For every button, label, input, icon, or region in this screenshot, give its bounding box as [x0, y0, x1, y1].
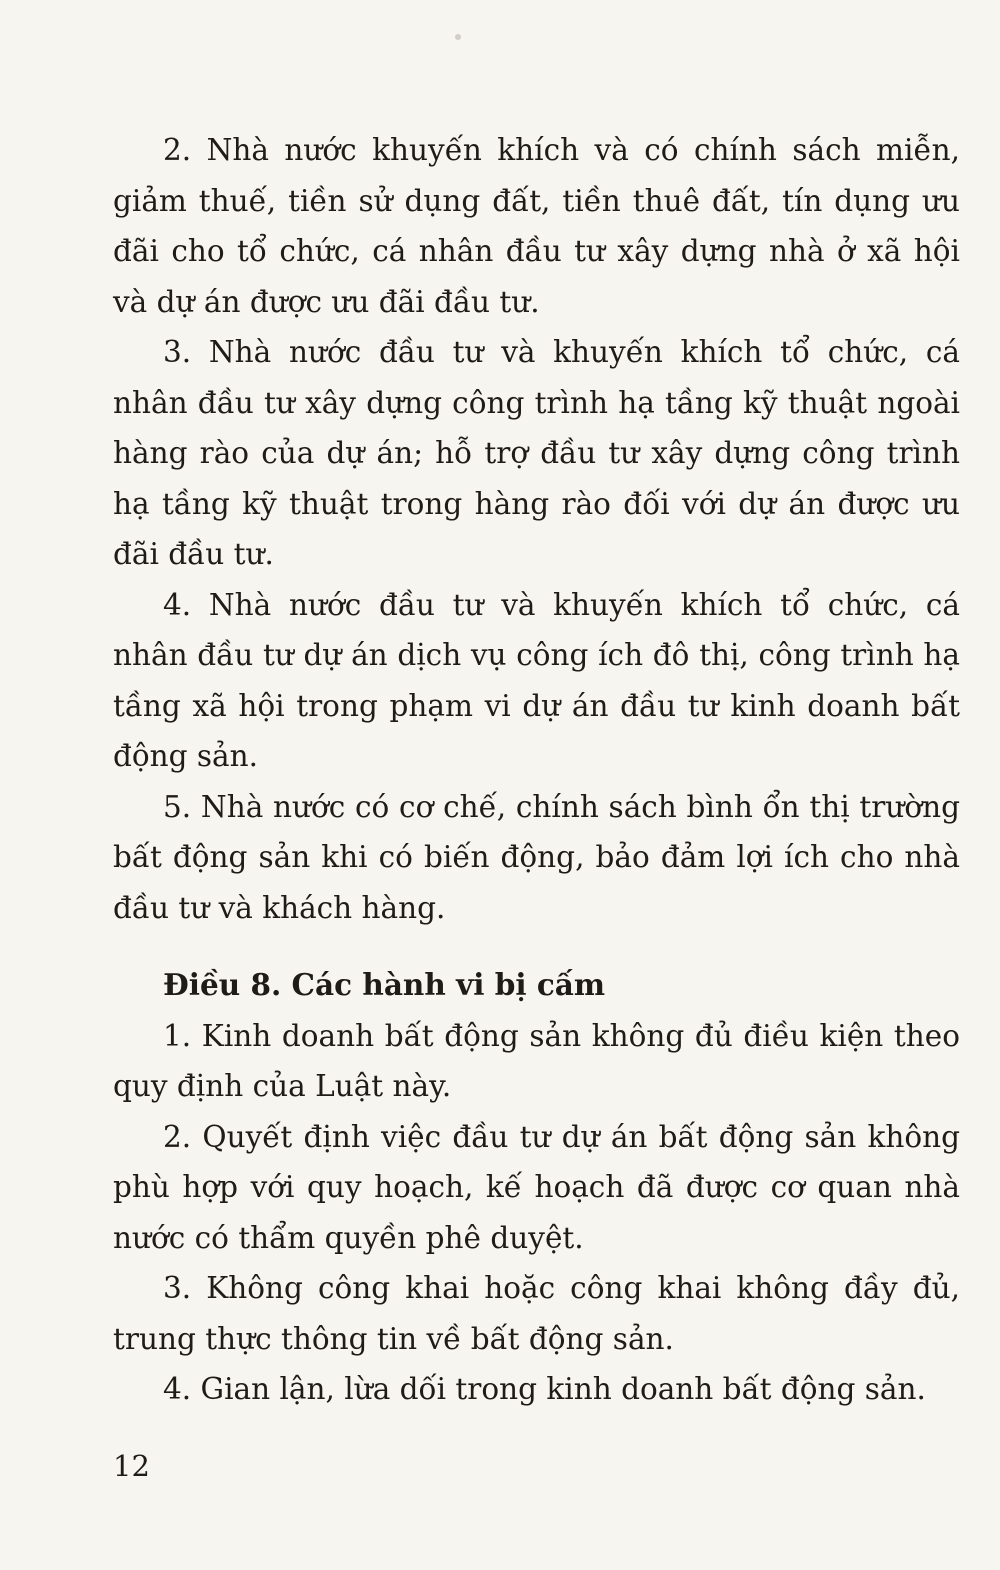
article-item-4: 4. Gian lận, lừa dối trong kinh doanh bất động sản. [163, 1372, 926, 1406]
paragraph-item-4: 4. Nhà nước đầu tư và khuyến khích tổ chức, cá nhân đầu tư dự án dịch vụ công ích đô thị, công trình hạ tầng xã hội trong phạm vi dự án đầu tư kinh doanh bất động sản. [113, 587, 960, 773]
page-body [113, 125, 960, 1415]
paragraph-item-2: 2. Nhà nước khuyến khích và có chính sách miễn, giảm thuế, tiền sử dụng đất, tiền thuê đất, tín dụng ưu đãi cho tổ chức, cá nhân đầu tư xây dựng nhà ở xã hội và dự án được ưu đãi đầu tư. [113, 133, 960, 319]
page-number: 12 [113, 1449, 150, 1483]
paragraph-item-3: 3. Nhà nước đầu tư và khuyến khích tổ chức, cá nhân đầu tư xây dựng công trình hạ tầng kỹ thuật ngoài hàng rào của dự án; hỗ trợ đầu tư xây dựng công trình hạ tầng kỹ thuật trong hàng rào đối với dự án được ưu đãi đầu tư. [113, 335, 960, 571]
article-heading: Điều 8. Các hành vi bị cấm [163, 967, 606, 1002]
article-item-3: 3. Không công khai hoặc công khai không đầy đủ, trung thực thông tin về bất động sản. [113, 1271, 960, 1356]
article-item-2: 2. Quyết định việc đầu tư dự án bất động sản không phù hợp với quy hoạch, kế hoạch đã được cơ quan nhà nước có thẩm quyền phê duyệt. [113, 1119, 960, 1255]
article-item-1: 1. Kinh doanh bất động sản không đủ điều kiện theo quy định của Luật này. [113, 1018, 960, 1103]
paper-speck [455, 34, 461, 40]
paragraph-item-5: 5. Nhà nước có cơ chế, chính sách bình ổn thị trường bất động sản khi có biến động, bảo đảm lợi ích cho nhà đầu tư và khách hàng. [113, 789, 960, 925]
